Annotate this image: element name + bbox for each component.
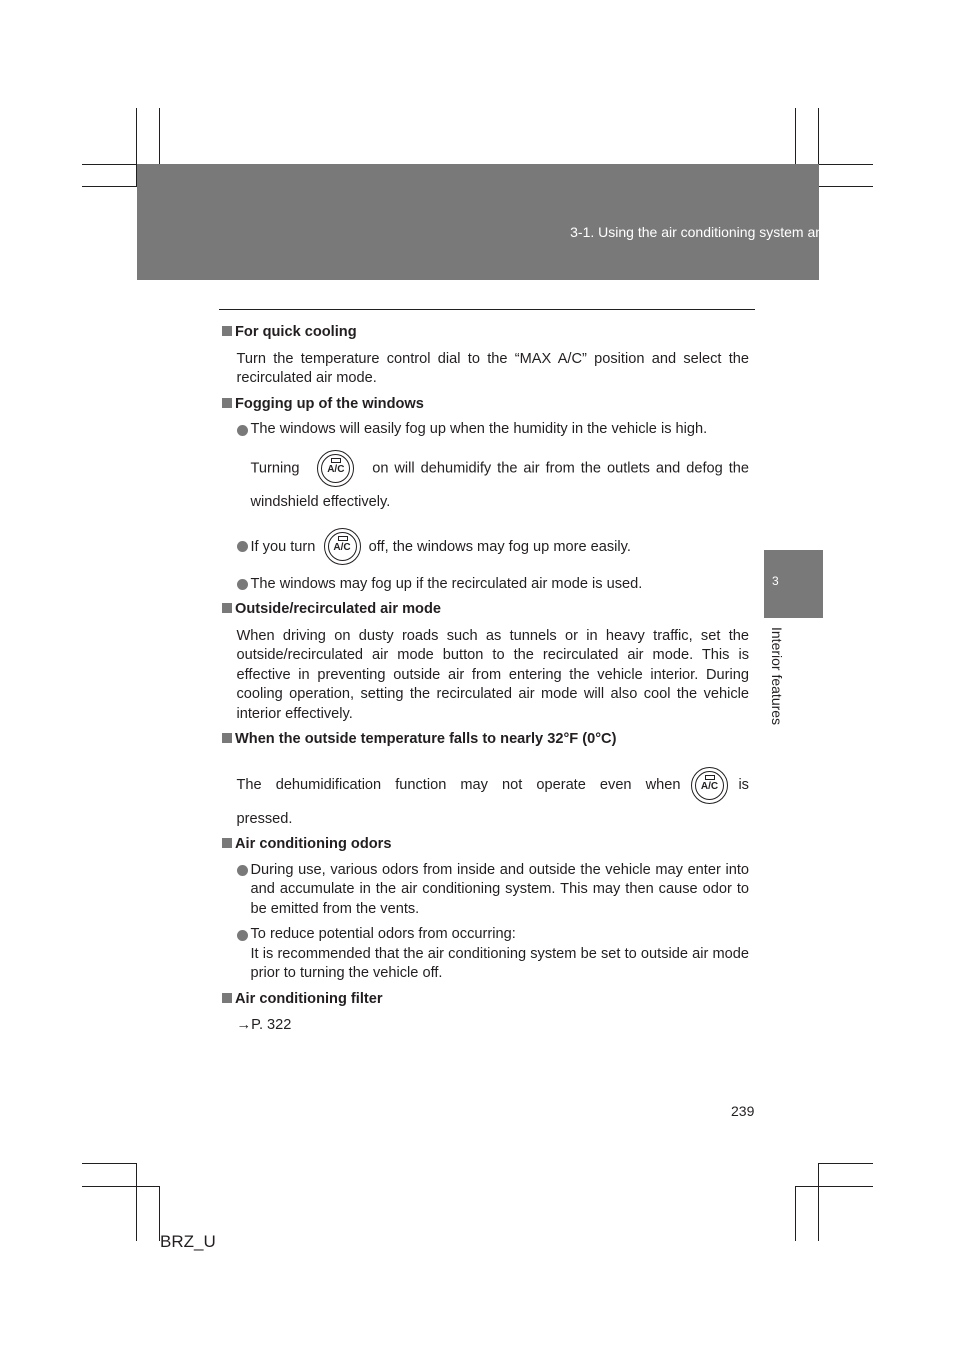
circle-bullet-icon [237,930,248,941]
circle-bullet-icon [237,541,248,552]
paragraph: Turn the temperature control dial to the “MAX A/C” position and select the recirculated air mode. [236,350,749,386]
bullet-item: The windows will easily fog up when the humidity in the vehicle is high. [237,420,750,440]
page-reference-link[interactable]: →P. 322 [236,1017,292,1033]
bullet-item: If you turn A/C off, the windows may fog up more easily. [237,527,750,567]
crop-mark [82,164,137,165]
main-content [222,323,749,1036]
crop-mark [82,1163,137,1164]
divider [219,309,755,310]
square-bullet-icon [222,326,232,336]
paragraph: It is recommended that the air conditioning system be set to outside air mode prior to turning the vehicle off. [250,945,749,981]
chapter-tab [764,550,823,618]
section-heading: For quick cooling [222,323,749,343]
section-title: 3-1. Using the air conditioning system and defogger [570,224,890,240]
crop-mark [795,1186,796,1241]
ac-button-icon: A/C [324,528,361,565]
square-bullet-icon [222,733,232,743]
crop-mark [82,186,137,187]
circle-bullet-icon [237,865,248,876]
chapter-number: 3 [772,574,779,588]
section-heading: Air conditioning odors [222,835,749,855]
bullet-item: During use, various odors from inside and outside the vehicle may enter into and accumulate in the air conditioning system. This may then cause odor to be emitted from the vents. [237,861,750,920]
crop-mark [159,108,160,164]
crop-mark [795,1186,873,1187]
crop-mark [136,1163,137,1241]
crop-mark [818,1163,819,1241]
paragraph: When driving on dusty roads such as tunnels or in heavy traffic, set the outside/recirculated air mode button to the recirculated air mode. This is effective in preventing outside air from entering the vehicle interior. During cooling operation, setting the recirculated air mode will also cool the vehicle interior effectively. [236,627,749,722]
square-bullet-icon [222,993,232,1003]
section-heading: Fogging up of the windows [222,395,749,415]
bullet-item: To reduce potential odors from occurring: [237,925,750,945]
paragraph: Turning A/C on will dehumidify the air from the outlets and defog the windshield effectively. [251,450,750,517]
crop-mark [818,1163,873,1164]
crop-mark [818,164,873,165]
model-code: BRZ_U [160,1232,216,1251]
crop-mark [82,1186,160,1187]
ac-button-icon: A/C [317,450,354,487]
crop-mark [818,186,873,187]
circle-bullet-icon [237,579,248,590]
square-bullet-icon [222,838,232,848]
ac-button-icon: A/C [691,767,728,804]
header-band [137,164,819,280]
square-bullet-icon [222,398,232,408]
section-heading: Outside/recirculated air mode [222,600,749,620]
circle-bullet-icon [237,425,248,436]
paragraph: pressed. [236,810,293,827]
chapter-label: Interior features [769,627,785,726]
paragraph: The dehumidification function may not operate even when A/C is [237,766,750,806]
bullet-item: The windows may fog up if the recirculated air mode is used. [237,575,750,595]
section-heading: When the outside temperature falls to nearly 32°F (0°C) [222,730,749,750]
square-bullet-icon [222,603,232,613]
section-heading: Air conditioning filter [222,990,749,1010]
crop-mark [795,108,796,164]
page-number: 239 [731,1103,755,1119]
